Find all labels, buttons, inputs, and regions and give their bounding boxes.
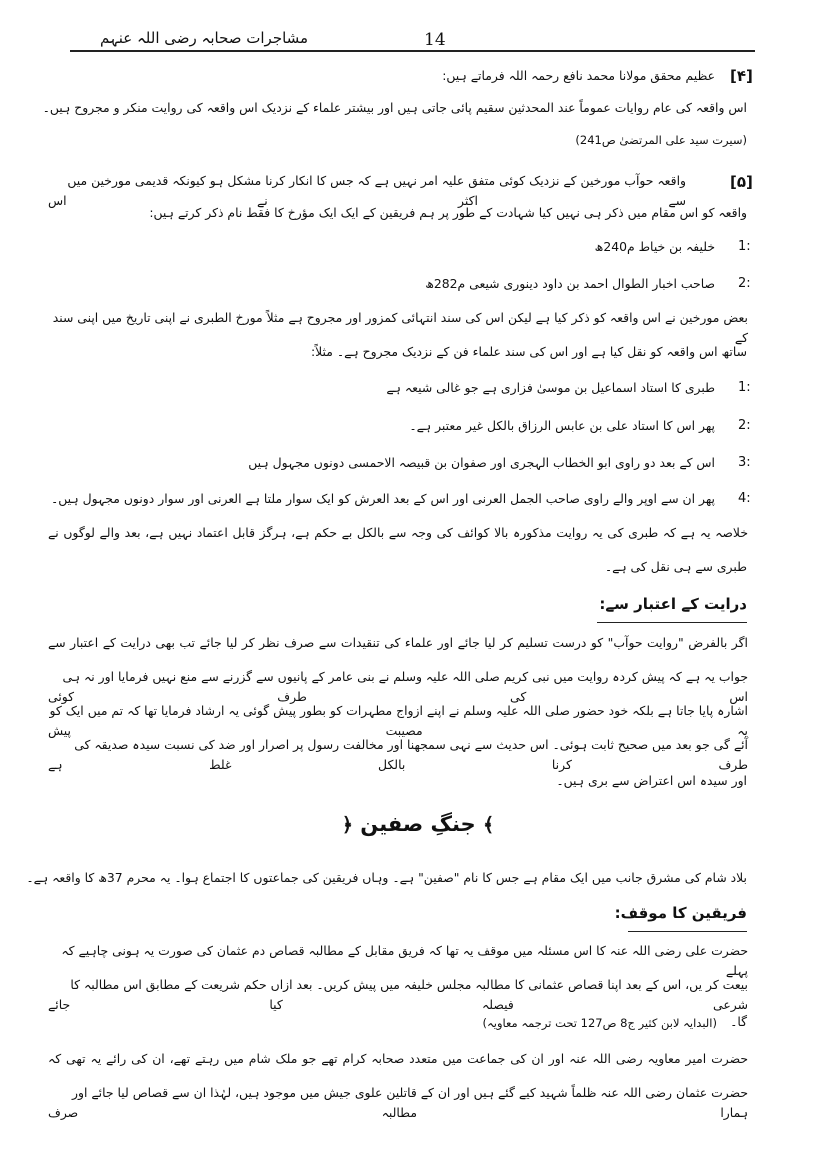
dirayat-line: اور سیدہ اس اعتراض سے بری ہیں۔ bbox=[556, 773, 747, 788]
list-number: 2: bbox=[738, 276, 751, 291]
heading-underline bbox=[597, 622, 747, 623]
list-number: 1: bbox=[738, 239, 751, 254]
paragraph-line: بعض مورخین نے اس واقعہ کو ذکر کیا ہے لیکن اس کی سند انتہائی کمزور اور مجروح ہے مثلاً مورخ الطبری نے اپنی تاریخ میں اپنی سند کے bbox=[52, 310, 748, 345]
siffin-intro: بلاد شام کی مشرق جانب میں ایک مقام ہے جس کا نام "صفین" ہے۔ وہاں فریقین کی جماعتوں کا اجتماع ہوا۔ یہ محرم 37ھ کا واقعہ ہے۔ bbox=[26, 870, 747, 885]
point-5-line: واقعہ حوآب مورخین کے نزدیک کوئی متفق علیہ امر نہیں ہے کہ جس کا انکار کرنا مشکل ہو کیونکہ قدیمی مورخین میں سے اکثر نے اس bbox=[48, 173, 686, 208]
mauqif-line: حضرت امیر معاویہ رضی اللہ عنہ اور ان کی جماعت میں متعدد صحابہ کرام تھے جو ملک شام میں رہتے تھے، ان کی رائے یہ تھی کہ bbox=[48, 1051, 748, 1066]
ornament-icon: ﴿ bbox=[341, 814, 353, 836]
heading-underline bbox=[628, 931, 747, 932]
mauqif-line: حضرت علی رضی اللہ عنہ کا اس مسئلہ میں موقف یہ تھا کہ فریق مقابل کے مطالبہ قصاص دم عثمان کی صورت یہ ہونی چاہیے کہ پہلے bbox=[61, 943, 748, 978]
historian-item: صاحب اخبار الطوال احمد بن داود دینوری شیعی م282ھ bbox=[425, 276, 715, 291]
list-number: 4: bbox=[738, 491, 751, 506]
section-banner-siffin bbox=[333, 812, 503, 836]
historian-item: خلیفہ بن خیاط م240ھ bbox=[594, 239, 715, 254]
dirayat-line: اشارہ پایا جاتا ہے بلکہ خود حضور صلی اللہ علیہ وسلم نے اپنے ازواج مطہرات کو بطور پیش گوئی یہ ارشاد فرمایا تھا کہ تم میں ایک کو یہ مصیبت پیش bbox=[48, 703, 748, 738]
point-4-quote: اس واقعہ کی عام روایات عموماً عند المحدثین سقیم پائی جاتی ہیں اور بیشتر علماء کے نزدیک اس واقعہ کی روایت منکر و مجروح ہیں۔ bbox=[42, 100, 747, 115]
narrator-item: اس کے بعد دو راوی ابو الخطاب الہجری اور صفوان بن قبیصہ الاحمسی دونوں مجہول ہیں bbox=[248, 455, 715, 470]
dirayat-line: آئے گی جو بعد میں صحیح ثابت ہوئی۔ اس حدیث سے نہی سمجھنا اور مخالفت رسول پر اصرار اور ضد کی نسبت سیدہ صدیقہ کی طرف کرنا بالکل غلط ہے bbox=[48, 737, 748, 772]
point-4-reference: (سیرت سید علی المرتضیٰ ص241) bbox=[575, 133, 747, 147]
narrator-item: پھر ان سے اوپر والے راوی صاحب الجمل العرنی اور اس کے بعد العرش کو ایک سوار ملتا ہے العرنی اور سوار دونوں مجہول ہیں۔ bbox=[50, 491, 715, 506]
running-title: مشاجرات صحابہ رضی اللہ عنہم bbox=[100, 29, 309, 47]
narrator-item: پھر اس کا استاد علی بن عابس الرزاق بالکل غیر معتبر ہے۔ bbox=[409, 418, 715, 433]
point-4-number: [۴] bbox=[730, 67, 753, 85]
list-number: 3: bbox=[738, 455, 751, 470]
section-heading-mauqif: فریقین کا موقف: bbox=[614, 904, 747, 922]
mauqif-reference: (البدایہ لابن کثیر ج8 ص127 تحت ترجمہ معاویہ) bbox=[482, 1016, 717, 1030]
point-4-intro: عظیم محقق مولانا محمد نافع رحمہ اللہ فرماتے ہیں: bbox=[442, 68, 715, 83]
header-rule bbox=[70, 50, 755, 52]
summary-line: طبری سے ہی نقل کی ہے۔ bbox=[604, 559, 747, 574]
list-number: 1: bbox=[738, 380, 751, 395]
mauqif-line: حضرت عثمان رضی اللہ عنہ ظلماً شہید کیے گئے ہیں اور ان کے قاتلین علوی جیش میں موجود ہیں، لہٰذا ان سے قصاص لیا جائے اور ہمارا مطالبہ صرف bbox=[48, 1085, 748, 1120]
summary-line: خلاصہ یہ ہے کہ طبری کی یہ روایت مذکورہ بالا کوائف کی وجہ سے بالکل بے حکم ہے، ہرگز قابل اعتماد نہیں ہے، بعد والے لوگوں نے bbox=[48, 525, 748, 540]
dirayat-line: جواب یہ ہے کہ پیش کردہ روایت میں نبی کریم صلی اللہ علیہ وسلم نے بنی عامر کے پانیوں سے گزرنے سے منع نہیں فرمایا اور نہ ہی اس کی طرف کوئی bbox=[48, 669, 748, 704]
narrator-item: طبری کا استاد اسماعیل بن موسیٰ فزاری ہے جو غالی شیعہ ہے bbox=[386, 380, 715, 395]
ornament-icon: ﴾ bbox=[483, 814, 495, 836]
mauqif-line: بیعت کر یں، اس کے بعد اپنا قصاص عثمانی کا مطالبہ مجلس خلیفہ میں پیش کریں۔ بعد ازاں حکم شریعت کے مطابق اس مطالبہ کا شرعی فیصلہ کیا جائے bbox=[48, 977, 748, 1012]
page-number: 14 bbox=[424, 30, 446, 50]
section-heading-dirayat: درایت کے اعتبار سے: bbox=[599, 595, 747, 613]
point-5-number: [۵] bbox=[730, 173, 753, 191]
mauqif-line: گا۔ bbox=[730, 1014, 747, 1029]
point-5-line: واقعہ کو اس مقام میں ذکر ہی نہیں کیا شہادت کے طور پر ہم فریقین کے ایک ایک مؤرخ کا فقط نام ذکر کرتے ہیں: bbox=[149, 205, 747, 220]
list-number: 2: bbox=[738, 418, 751, 433]
paragraph-line: ساتھ اس واقعہ کو نقل کیا ہے اور اس کی سند علماء فن کے نزدیک مجروح ہے۔ مثلاً: bbox=[310, 344, 747, 359]
dirayat-line: اگر بالفرض "روایت حوآب" کو درست تسلیم کر لیا جائے اور علماء کی تنقیدات سے صرف نظر کر لیا جائے تب بھی درایت کے اعتبار سے bbox=[48, 635, 748, 650]
banner-title: جنگِ صفین bbox=[360, 812, 476, 836]
